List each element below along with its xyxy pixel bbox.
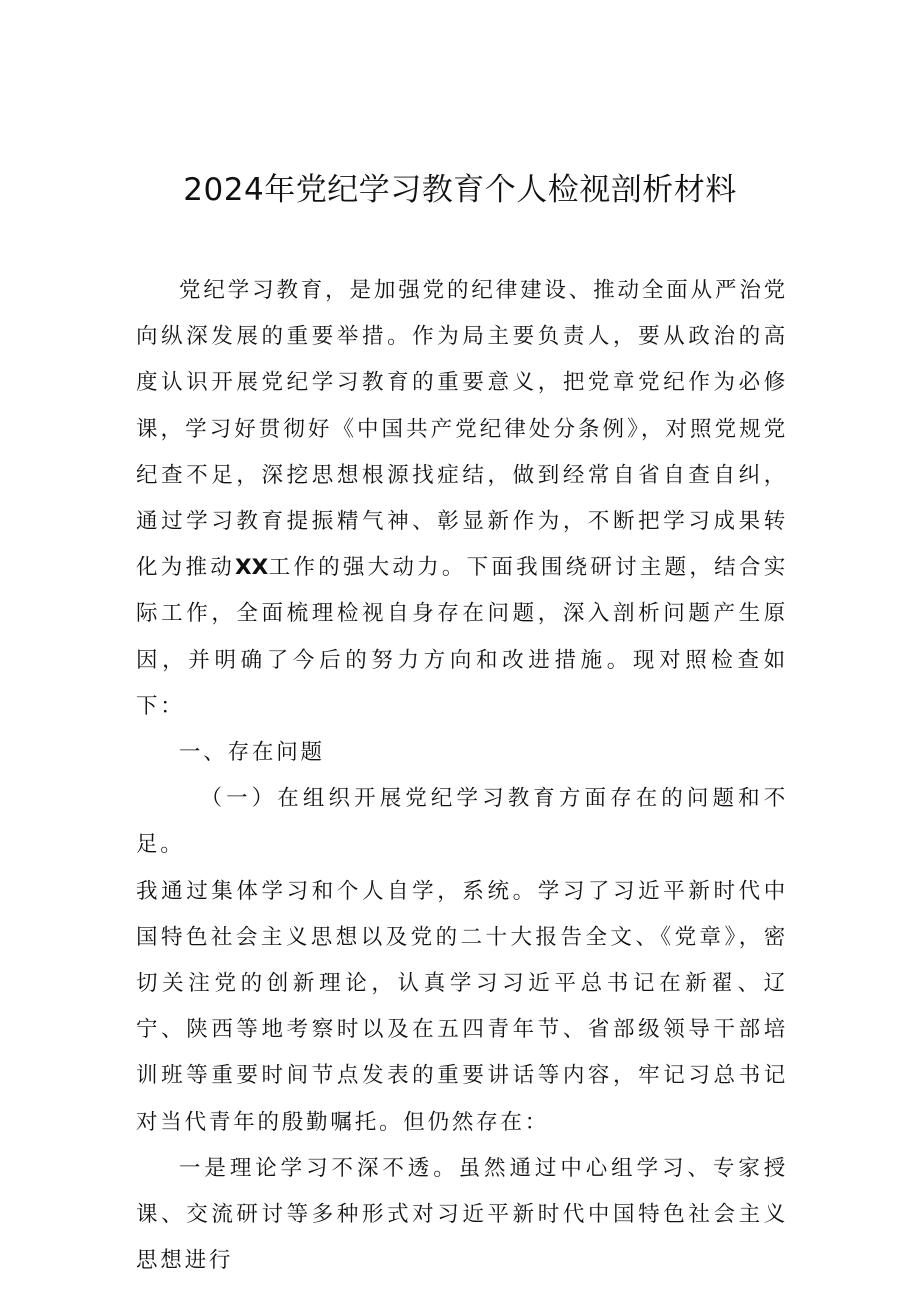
subsection-heading-organization: （一）在组织开展党纪学习教育方面存在的问题和不足。 xyxy=(136,786,788,858)
intro-highlight-placeholder: XX xyxy=(235,555,269,581)
intro-text-part2: 工作的强大动力。下面我围绕研讨主题，结合实际工作，全面梳理检视自身存在问题，深入剖析问题产生原因，并明确了今后的努力方向和改进措施。现对照检查如下： xyxy=(136,555,788,719)
document-body xyxy=(136,268,788,1284)
point-one-paragraph: 一是理论学习不深不透。虽然通过中心组学习、专家授课、交流研讨等多种形式对习近平新时代中国特色社会主义思想进行 xyxy=(136,1155,788,1274)
subsection-body-paragraph: 我通过集体学习和个人自学，系统。学习了习近平新时代中国特色社会主义思想以及党的二十大报告全文、《党章》，密切关注党的创新理论，认真学习习近平总书记在新翟、辽宁、陕西等地考察时以及在五四青年节、省部级领导干部培训班等重要时间节点发表的重要讲话等内容，牢记习总书记对当代青年的殷勤嘱托。但仍然存在： xyxy=(136,878,788,1135)
intro-text-part1: 党纪学习教育，是加强党的纪律建设、推动全面从严治党向纵深发展的重要举措。作为局主要负责人，要从政治的高度认识开展党纪学习教育的重要意义，把党章党纪作为必修课，学习好贯彻好《中国共产党纪律处分条例》，对照党规党纪查不足，深挖思想根源找症结，做到经常自省自查自纠，通过学习教育提振精气神、彰显新作为，不断把学习成果转化为推动 xyxy=(136,278,788,581)
intro-paragraph xyxy=(136,268,788,730)
document-title: 2024年党纪学习教育个人检视剖析材料 xyxy=(183,172,737,208)
section-heading-problems: 一、存在问题 xyxy=(179,740,325,766)
